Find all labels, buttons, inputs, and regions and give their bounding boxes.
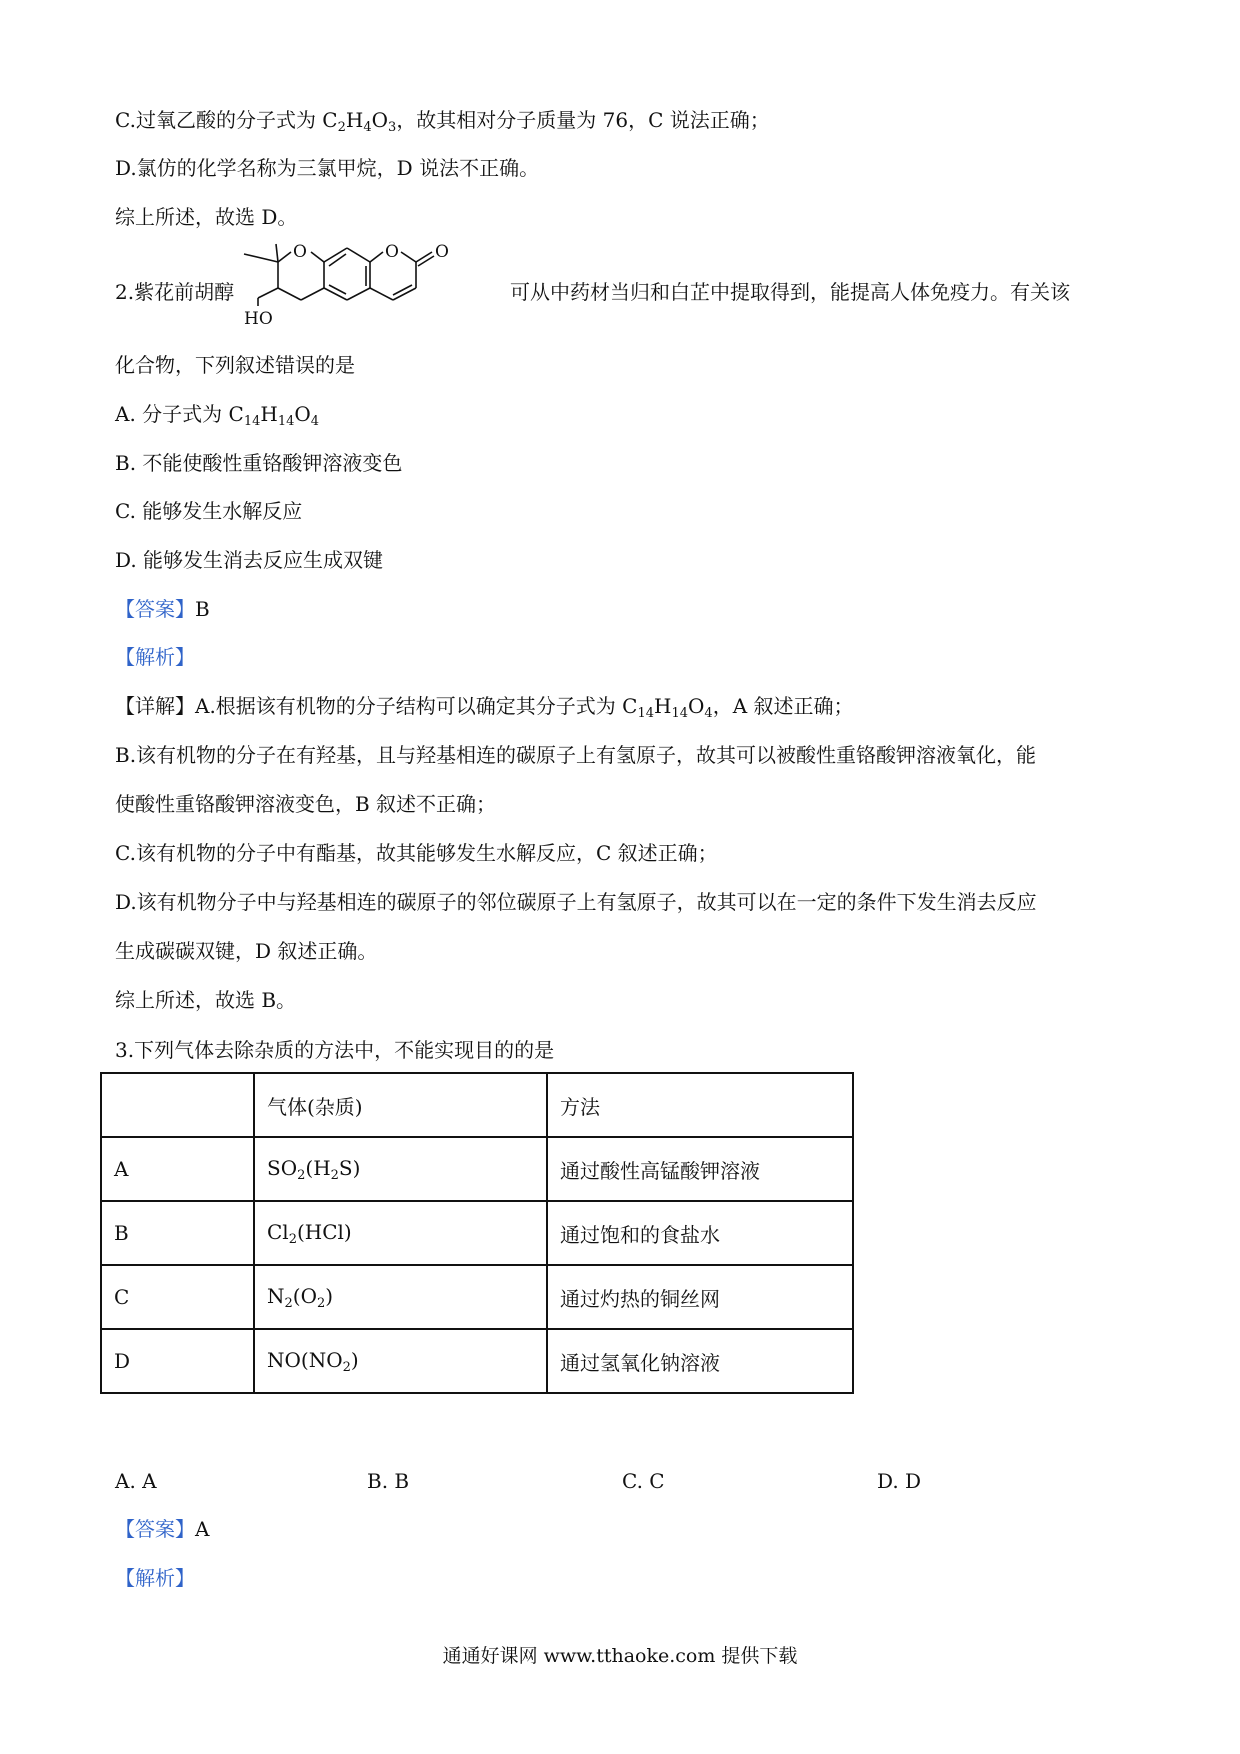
gas-formula	[254, 1329, 547, 1393]
table-row	[101, 1201, 853, 1265]
q2-option-c: C. 能够发生水解反应	[115, 499, 303, 523]
table-row	[101, 1329, 853, 1393]
formula-part: 2	[330, 1167, 339, 1183]
gas-purification-table	[100, 1072, 854, 1394]
q2-detail-c: C.该有机物的分子中有酯基，故其能够发生水解反应，C 叙述正确；	[115, 841, 718, 865]
q3-stem: 3.下列气体去除杂质的方法中，不能实现目的的是	[115, 1038, 555, 1062]
formula-part: S)	[338, 1155, 361, 1180]
q2-detail-a: 【详解】A.根据该有机物的分子结构可以确定其分子式为 $C_{14}H_{14}O_4$，A 叙述正确；	[115, 694, 854, 721]
formula-part: N	[267, 1283, 285, 1308]
formula-part: )	[325, 1283, 334, 1308]
lactone-oxygen-label: O	[385, 242, 399, 262]
explanation-d: D.氯仿的化学名称为三氯甲烷，D 说法不正确。	[115, 156, 540, 180]
table-row	[101, 1265, 853, 1329]
q3-option-c: C. C	[622, 1469, 665, 1493]
q2-detail-d-line2: 生成碳碳双键，D 叙述正确。	[115, 939, 378, 963]
answer-tag: 【答案】	[115, 597, 195, 621]
q2-stem-prefix: 2.紫花前胡醇	[115, 280, 235, 304]
table-header-cell: 方法	[547, 1073, 853, 1137]
formula-part: 2	[297, 1167, 306, 1183]
formula-part: (H	[305, 1155, 331, 1180]
q2-detail-b-line1: B.该有机物的分子在有羟基，且与羟基相连的碳原子上有氢原子，故其可以被酸性重铬酸钾溶液氧化，能	[115, 743, 1037, 767]
q2-option-d: D. 能够发生消去反应生成双键	[115, 548, 384, 572]
q2-stem-line2: 化合物，下列叙述错误的是	[115, 353, 355, 377]
formula-part: Cl	[267, 1219, 289, 1244]
q3-analysis-heading: 【解析】	[115, 1566, 195, 1590]
q3-answer	[115, 1515, 209, 1543]
formula-part: 2	[284, 1295, 293, 1311]
summary-q1: 综上所述，故选 D。	[115, 205, 298, 229]
formula-part: (HCl)	[296, 1219, 352, 1244]
q2-stem-suffix: 可从中药材当归和白芷中提取得到，能提高人体免疫力。有关该	[510, 280, 1070, 304]
answer-tag: 【答案】	[115, 1517, 195, 1541]
formula-part: )	[350, 1347, 359, 1372]
gas-formula	[254, 1201, 547, 1265]
table-row	[101, 1137, 853, 1201]
q2-analysis-heading: 【解析】	[115, 645, 195, 669]
row-label: D	[101, 1329, 254, 1393]
formula-part: NO(NO	[267, 1347, 343, 1372]
carbonyl-oxygen-label: O	[435, 242, 449, 262]
row-label: C	[101, 1265, 254, 1329]
table-header-cell	[101, 1073, 254, 1137]
q2-detail-b-line2: 使酸性重铬酸钾溶液变色，B 叙述不正确；	[115, 792, 497, 816]
q3-option-a: A. A	[115, 1469, 157, 1493]
method-cell: 通过灼热的铜丝网	[547, 1265, 853, 1329]
q2-detail-d-line1: D.该有机物分子中与羟基相连的碳原子的邻位碳原子上有氢原子，故其可以在一定的条件下发生消去反应	[115, 890, 1037, 914]
row-label: A	[101, 1137, 254, 1201]
method-cell: 通过饱和的食盐水	[547, 1201, 853, 1265]
q3-option-b: B. B	[367, 1469, 410, 1493]
method-cell: 通过酸性高锰酸钾溶液	[547, 1137, 853, 1201]
answer-value: B	[195, 597, 210, 621]
q2-option-b: B. 不能使酸性重铬酸钾溶液变色	[115, 451, 403, 475]
formula-part: 2	[316, 1295, 326, 1311]
answer-value: A	[195, 1517, 210, 1541]
formula-part: SO	[267, 1155, 298, 1180]
molecule-structure	[236, 240, 506, 340]
q2-answer	[115, 595, 210, 623]
page-footer: 通通好课网 www.tthaoke.com 提供下载	[442, 1645, 798, 1667]
hydroxyl-label: HO	[244, 309, 273, 329]
row-label: B	[101, 1201, 254, 1265]
table-header-cell: 气体(杂质)	[254, 1073, 547, 1137]
method-cell: 通过氢氧化钠溶液	[547, 1329, 853, 1393]
q2-option-a: A. 分子式为 $C_{14}H_{14}O_4$	[115, 402, 320, 429]
summary-q2: 综上所述，故选 B。	[115, 988, 297, 1012]
q3-option-d: D. D	[877, 1469, 922, 1493]
ring-oxygen-label: O	[293, 242, 307, 262]
formula-part: 2	[342, 1359, 351, 1375]
formula-part: 2	[288, 1231, 297, 1247]
gas-formula	[254, 1137, 547, 1201]
table-body	[101, 1073, 853, 1393]
table-header-row	[101, 1073, 853, 1137]
explanation-c: C.过氧乙酸的分子式为 $C_2H_4O_3$，故其相对分子质量为 76，C 说法正确；	[115, 108, 770, 135]
gas-formula	[254, 1265, 547, 1329]
formula-part: (O	[292, 1283, 317, 1308]
